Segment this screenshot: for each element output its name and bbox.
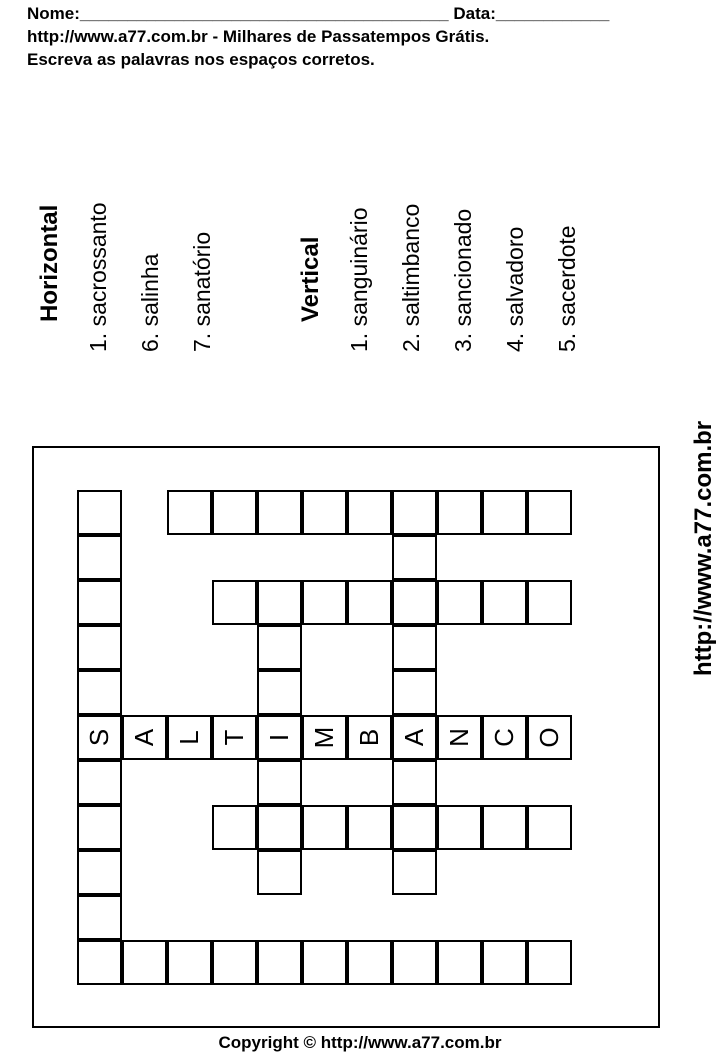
crossword-cell[interactable] xyxy=(302,805,347,850)
horizontal-title: Horizontal xyxy=(36,204,63,322)
crossword-cell[interactable] xyxy=(392,490,437,535)
crossword-cell[interactable] xyxy=(437,805,482,850)
horizontal-clue-1: 1. sacrossanto xyxy=(85,202,111,352)
cell-letter: L xyxy=(174,730,204,745)
cell-letter: A xyxy=(399,728,429,747)
vertical-clue-2: 2. saltimbanco xyxy=(398,203,424,352)
crossword-cell[interactable] xyxy=(347,490,392,535)
crossword-cell[interactable] xyxy=(392,715,437,760)
crossword-cell[interactable] xyxy=(167,940,212,985)
crossword-cell[interactable] xyxy=(122,940,167,985)
side-url: http://www.a77.com.br xyxy=(690,420,717,676)
name-label: Nome: xyxy=(27,4,80,23)
crossword-cell[interactable] xyxy=(347,580,392,625)
crossword-cell[interactable] xyxy=(302,490,347,535)
crossword-cell[interactable] xyxy=(392,760,437,805)
crossword-cell[interactable] xyxy=(77,895,122,940)
crossword-cell[interactable] xyxy=(77,670,122,715)
crossword-cell[interactable] xyxy=(392,805,437,850)
crossword-cell[interactable] xyxy=(257,490,302,535)
crossword-cell[interactable] xyxy=(392,535,437,580)
crossword-cell[interactable] xyxy=(77,535,122,580)
crossword-cell[interactable] xyxy=(77,580,122,625)
crossword-cell[interactable] xyxy=(257,805,302,850)
vertical-clue-5: 5. sacerdote xyxy=(554,225,580,352)
crossword-cell[interactable] xyxy=(122,715,167,760)
crossword-cell[interactable] xyxy=(347,805,392,850)
crossword-cell[interactable] xyxy=(257,940,302,985)
cell-letter: M xyxy=(309,726,339,749)
name-field[interactable]: _______________________________________ xyxy=(79,4,449,23)
cell-letter: O xyxy=(534,727,564,748)
crossword-cell[interactable] xyxy=(482,940,527,985)
crossword-cell[interactable] xyxy=(302,940,347,985)
crossword-cell[interactable] xyxy=(302,580,347,625)
crossword-cell[interactable] xyxy=(482,805,527,850)
cell-letter: T xyxy=(219,729,249,746)
crossword-cell[interactable] xyxy=(212,580,257,625)
crossword-cell[interactable] xyxy=(527,715,572,760)
vertical-title: Vertical xyxy=(297,236,324,322)
crossword-cell[interactable] xyxy=(167,490,212,535)
crossword-cell[interactable] xyxy=(347,715,392,760)
crossword-cell[interactable] xyxy=(167,715,212,760)
instruction: Escreva as palavras nos espaços corretos. xyxy=(27,50,375,69)
crossword-cell[interactable] xyxy=(212,805,257,850)
crossword-cell[interactable] xyxy=(257,760,302,805)
cell-letter: A xyxy=(129,728,159,747)
crossword-cell[interactable] xyxy=(482,490,527,535)
horizontal-clue-7: 7. sanatório xyxy=(189,231,215,352)
crossword-cell[interactable] xyxy=(482,580,527,625)
copyright: Copyright © http://www.a77.com.br xyxy=(218,1033,502,1052)
crossword-cell[interactable] xyxy=(437,715,482,760)
date-label: Data: xyxy=(453,4,496,23)
crossword-cell[interactable] xyxy=(437,490,482,535)
crossword-cell[interactable] xyxy=(77,850,122,895)
crossword-cell[interactable] xyxy=(257,715,302,760)
crossword-cell[interactable] xyxy=(527,805,572,850)
crossword-cell[interactable] xyxy=(77,940,122,985)
date-field[interactable]: ____________ xyxy=(495,4,610,23)
vertical-clue-4: 4. salvadoro xyxy=(502,226,528,352)
vertical-clue-3: 3. sancionado xyxy=(450,208,476,352)
crossword-cell[interactable] xyxy=(437,940,482,985)
crossword-cell[interactable] xyxy=(392,850,437,895)
crossword-cell[interactable] xyxy=(347,940,392,985)
crossword-cell[interactable] xyxy=(257,580,302,625)
crossword-cell[interactable] xyxy=(77,625,122,670)
crossword-cell[interactable] xyxy=(392,670,437,715)
name-date-line xyxy=(27,4,609,24)
cell-letter: I xyxy=(264,733,294,742)
crossword-cell[interactable] xyxy=(302,715,347,760)
crossword-cell[interactable] xyxy=(212,940,257,985)
crossword-cell[interactable] xyxy=(527,580,572,625)
crossword-cell[interactable] xyxy=(527,490,572,535)
crossword-cell[interactable] xyxy=(392,580,437,625)
site-line: http://www.a77.com.br - Milhares de Passatempos Grátis. xyxy=(27,27,490,46)
cell-letter: S xyxy=(84,728,114,747)
cell-letter: C xyxy=(489,728,519,747)
vertical-clue-1: 1. sanguinário xyxy=(346,207,372,352)
crossword-cell[interactable] xyxy=(77,490,122,535)
crossword-cell[interactable] xyxy=(77,805,122,850)
crossword-cell[interactable] xyxy=(212,715,257,760)
crossword-cell[interactable] xyxy=(437,580,482,625)
cell-letter: N xyxy=(444,728,474,747)
crossword-cell[interactable] xyxy=(527,940,572,985)
crossword-cell[interactable] xyxy=(257,670,302,715)
horizontal-clue-6: 6. salinha xyxy=(137,253,163,352)
crossword-cell[interactable] xyxy=(392,625,437,670)
cell-letter: B xyxy=(354,728,384,747)
crossword-cell[interactable] xyxy=(392,940,437,985)
crossword-cell[interactable] xyxy=(77,715,122,760)
crossword-cell[interactable] xyxy=(257,850,302,895)
crossword-cell[interactable] xyxy=(482,715,527,760)
crossword-cell[interactable] xyxy=(77,760,122,805)
crossword-cell[interactable] xyxy=(212,490,257,535)
crossword-cell[interactable] xyxy=(257,625,302,670)
